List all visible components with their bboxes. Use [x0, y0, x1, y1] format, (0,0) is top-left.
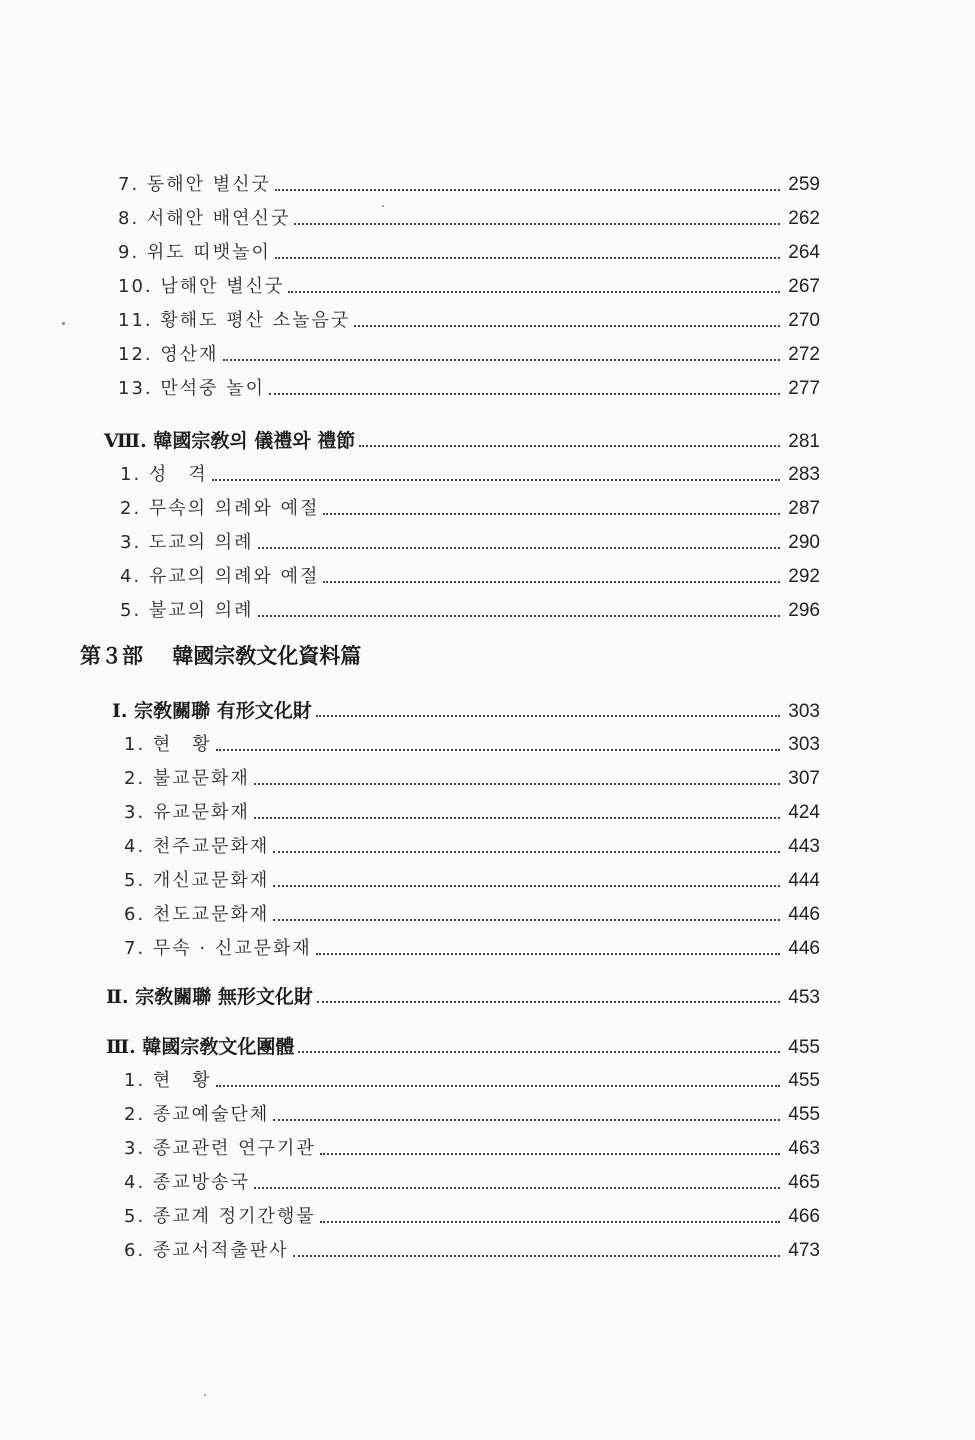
toc-entry-page: 465: [788, 1172, 820, 1193]
toc-entry-label: 1. 현 황: [124, 734, 212, 755]
toc-entry-label: 5. 불교의 의례: [120, 600, 254, 621]
toc-entry: [124, 1134, 820, 1164]
dot-leader: [354, 325, 780, 327]
toc-entry-label: 2. 종교예술단체: [124, 1104, 270, 1125]
toc-entry-page: 292: [788, 566, 820, 587]
toc-entry-label: 11. 황해도 평산 소놀음굿: [118, 310, 351, 331]
toc-entry: [124, 1100, 820, 1130]
dot-leader: [359, 445, 780, 447]
toc-entry: [120, 460, 820, 490]
toc-entry-label: 3. 도교의 의례: [120, 532, 254, 553]
toc-entry: [124, 764, 820, 794]
toc-entry-label: 4. 유교의 의례와 예절: [120, 566, 320, 587]
scan-speck: [62, 322, 65, 325]
dot-leader: [273, 885, 780, 887]
toc-section-label: Ⅲ. 韓國宗敎文化團體: [106, 1036, 295, 1058]
toc-entry: [118, 374, 820, 404]
toc-entry-page: 424: [788, 802, 820, 823]
scan-speck: [382, 205, 384, 207]
toc-entry: [118, 170, 820, 200]
dot-leader: [316, 715, 780, 717]
toc-entry-page: 259: [788, 174, 820, 195]
toc-entry-label: 6. 종교서적출판사: [124, 1240, 289, 1261]
dot-leader: [323, 513, 780, 515]
dot-leader: [275, 189, 780, 191]
toc-entry-page: 307: [788, 768, 820, 789]
toc-entry-page: 303: [788, 734, 820, 755]
toc-section-heading: [106, 982, 820, 1012]
dot-leader: [275, 257, 780, 259]
toc-section-page: 455: [788, 1037, 820, 1058]
toc-entry-label: 7. 동해안 별신굿: [118, 174, 271, 195]
toc-section-label: Ⅰ. 宗敎關聯 有形文化財: [112, 700, 312, 722]
dot-leader: [258, 547, 780, 549]
toc-entry: [120, 494, 820, 524]
scan-speck: [204, 1394, 206, 1396]
toc-entry-page: 267: [788, 276, 820, 297]
toc-entry-label: 4. 종교방송국: [124, 1172, 250, 1193]
toc-entry-page: 446: [788, 904, 820, 925]
toc-section-label: Ⅷ. 韓國宗敎의 儀禮와 禮節: [104, 430, 356, 452]
toc-entry-label: 3. 유교문화재: [124, 802, 250, 823]
dot-leader: [316, 953, 780, 955]
toc-section-heading: [106, 1032, 820, 1062]
dot-leader: [254, 783, 780, 785]
toc-entry-label: 2. 무속의 의례와 예절: [120, 498, 320, 519]
toc-entry-page: 446: [788, 938, 820, 959]
dot-leader: [216, 749, 780, 751]
dot-leader: [320, 1153, 780, 1155]
toc-entry-page: 473: [788, 1240, 820, 1261]
toc-entry: [120, 596, 820, 626]
toc-entry-page: 455: [788, 1070, 820, 1091]
dot-leader: [269, 393, 780, 395]
toc-entry-page: 277: [788, 378, 820, 399]
toc-entry: [118, 340, 820, 370]
toc-section-page: 453: [788, 987, 820, 1008]
toc-entry-label: 1. 성 격: [120, 464, 208, 485]
toc-entry: [124, 900, 820, 930]
dot-leader: [258, 615, 780, 617]
toc-section-label: Ⅱ. 宗敎關聯 無形文化財: [106, 986, 313, 1008]
dot-leader: [288, 291, 780, 293]
toc-entry: [124, 1066, 820, 1096]
toc-entry-page: 463: [788, 1138, 820, 1159]
toc-entry: [124, 1168, 820, 1198]
toc-entry-label: 12. 영산재: [118, 344, 219, 365]
dot-leader: [298, 1051, 780, 1053]
dot-leader: [273, 851, 780, 853]
toc-entry: [124, 866, 820, 896]
dot-leader: [323, 581, 780, 583]
dot-leader: [273, 1119, 780, 1121]
dot-leader: [320, 1221, 780, 1223]
toc-entry-page: 283: [788, 464, 820, 485]
dot-leader: [254, 817, 780, 819]
toc-entry: [124, 798, 820, 828]
toc-entry: [124, 1202, 820, 1232]
toc-entry: [118, 204, 820, 234]
toc-entry-page: 296: [788, 600, 820, 621]
toc-entry-page: 262: [788, 208, 820, 229]
dot-leader: [294, 223, 780, 225]
toc-entry-page: 272: [788, 344, 820, 365]
part-title: 韓國宗敎文化資料篇: [172, 643, 362, 668]
toc-entry: [124, 832, 820, 862]
toc-entry: [120, 528, 820, 558]
dot-leader: [216, 1085, 780, 1087]
toc-entry: [124, 1236, 820, 1266]
toc-section-heading: [104, 426, 820, 456]
toc-entry-label: 5. 개신교문화재: [124, 870, 270, 891]
toc-entry-label: 1. 현 황: [124, 1070, 212, 1091]
toc-entry: [118, 272, 820, 302]
toc-entry: [124, 934, 820, 964]
dot-leader: [212, 479, 780, 481]
toc-section-heading: [112, 696, 820, 726]
toc-entry-label: 3. 종교관련 연구기관: [124, 1138, 316, 1159]
toc-entry-page: 290: [788, 532, 820, 553]
toc-entry-label: 13. 만석중 놀이: [118, 378, 266, 399]
toc-entry-label: 5. 종교계 정기간행물: [124, 1206, 316, 1227]
toc-entry-page: 287: [788, 498, 820, 519]
toc-entry-label: 4. 천주교문화재: [124, 836, 270, 857]
toc-entry-label: 8. 서해안 배연신굿: [118, 208, 291, 229]
dot-leader: [273, 919, 780, 921]
toc-entry-page: 270: [788, 310, 820, 331]
toc-entry: [118, 238, 820, 268]
toc-entry-label: 6. 천도교문화재: [124, 904, 270, 925]
dot-leader: [317, 1001, 780, 1003]
toc-entry: [120, 562, 820, 592]
toc-entry-page: 444: [788, 870, 820, 891]
toc-section-page: 281: [788, 431, 820, 452]
toc-entry-label: 7. 무속 · 신교문화재: [124, 938, 312, 959]
toc-entry-page: 455: [788, 1104, 820, 1125]
toc-entry-label: 9. 위도 띠뱃놀이: [118, 242, 271, 263]
toc-entry: [124, 730, 820, 760]
dot-leader: [254, 1187, 780, 1189]
dot-leader: [223, 359, 780, 361]
toc-entry-page: 466: [788, 1206, 820, 1227]
dot-leader: [293, 1255, 780, 1257]
toc-entry-label: 2. 불교문화재: [124, 768, 250, 789]
toc-entry-page: 443: [788, 836, 820, 857]
toc-section-page: 303: [788, 701, 820, 722]
part-number: 第３部: [80, 643, 143, 668]
toc-entry: [118, 306, 820, 336]
toc-entry-label: 10. 남해안 별신굿: [118, 276, 285, 297]
part-heading: [80, 640, 361, 670]
toc-entry-page: 264: [788, 242, 820, 263]
